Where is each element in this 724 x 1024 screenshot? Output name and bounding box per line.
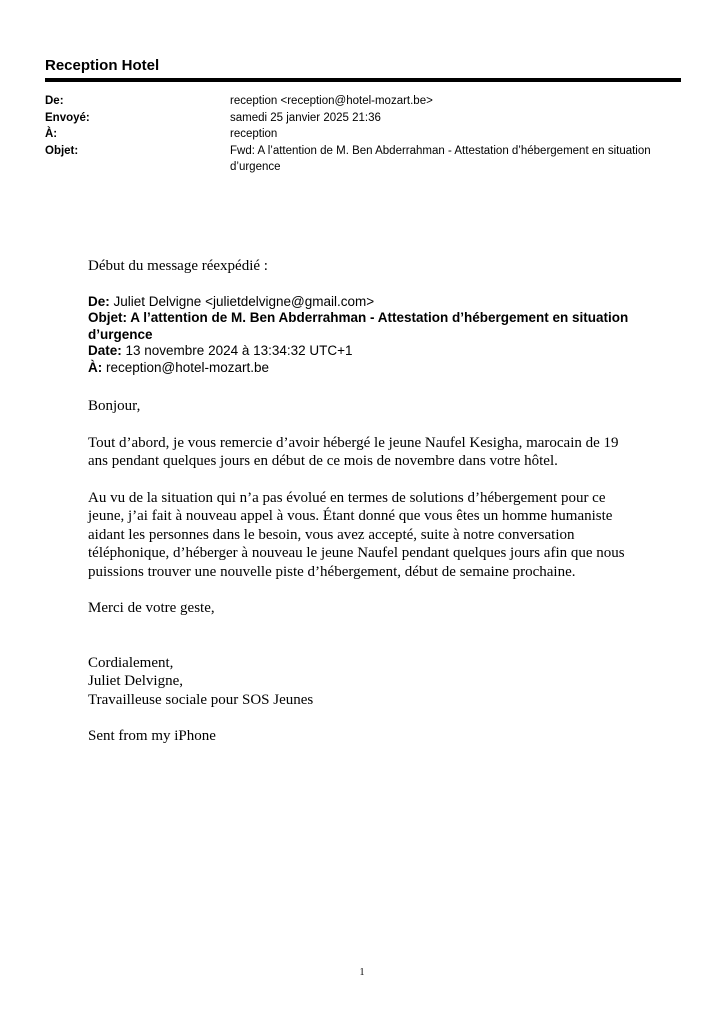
from-label: De: — [45, 95, 64, 107]
to-label: À: — [45, 128, 58, 140]
fwd-to-label: À: — [88, 359, 103, 375]
fwd-to-value: reception@hotel-mozart.be — [102, 359, 270, 375]
paragraph-1: Tout d’abord, je vous remercie d’avoir hébergé le jeune Naufel Kesigha, marocain de 19 ans pendant quelques jours en début de ce mois de novembre dans votre hôtel. — [88, 434, 619, 469]
subject-value: Fwd: A l’attention de M. Ben Abderrahman - Attestation d’hébergement en situation d’urgence — [230, 144, 651, 173]
page-footer — [0, 967, 724, 978]
fwd-subject-value: A l’attention de M. Ben Abderrahman - Attestation d’hébergement en situation d’urgence — [88, 310, 629, 342]
mailbox-title: Reception Hotel — [45, 57, 160, 74]
paragraph-2: Au vu de la situation qui n’a pas évolué en termes de solutions d’hébergement pour ce jeune, j’ai fait à nouveau appel à vous. Étant donné que vous êtes un homme humaniste aidant les personnes dans le besoin, vous avez accepté, suite à notre conversation téléphonique, d’héberger à nouveau le jeune Naufel pendant quelques jours afin que nous puissions trouver une nouvelle piste d’hébergement, début de semaine prochaine. — [88, 489, 625, 580]
greeting: Bonjour, — [88, 398, 141, 414]
sent-value: samedi 25 janvier 2025 21:36 — [230, 111, 381, 124]
fwd-from-label: De: — [88, 293, 110, 309]
fwd-from-value: Juliet Delvigne <julietdelvigne@gmail.com> — [109, 293, 375, 309]
email-body — [88, 257, 640, 746]
fwd-date-line — [88, 343, 640, 360]
print-header — [45, 56, 681, 176]
field-row-sent — [45, 110, 681, 127]
sent-from-line: Sent from my iPhone — [88, 728, 216, 744]
fwd-date-value: 13 novembre 2024 à 13:34:32 UTC+1 — [121, 343, 353, 358]
fwd-subject-label: Objet: — [88, 310, 127, 325]
signature-role: Travailleuse sociale pour SOS Jeunes — [88, 691, 314, 708]
forward-intro-line: Début du message réexpédié : — [88, 258, 268, 274]
closing-line: Cordialement, — [88, 654, 174, 671]
field-row-to — [45, 126, 681, 143]
field-row-from — [45, 93, 681, 110]
fwd-to-line — [88, 360, 640, 377]
signature-block — [88, 654, 640, 710]
sent-label: Envoyé: — [45, 111, 90, 124]
thanks-line: Merci de votre geste, — [88, 600, 215, 616]
fwd-date-label: Date: — [88, 343, 122, 358]
title-divider-rule — [45, 78, 681, 82]
signature-name: Juliet Delvigne, — [88, 673, 183, 689]
page-number: 1 — [359, 967, 365, 978]
subject-label: Objet: — [45, 144, 79, 157]
header-fields — [45, 93, 681, 176]
from-value: reception <reception@hotel-mozart.be> — [230, 95, 433, 107]
forwarded-message-header — [88, 294, 640, 377]
to-value: reception — [230, 128, 278, 140]
fwd-from-line — [88, 294, 640, 311]
field-row-subject — [45, 143, 681, 176]
fwd-subject-line — [88, 310, 640, 343]
